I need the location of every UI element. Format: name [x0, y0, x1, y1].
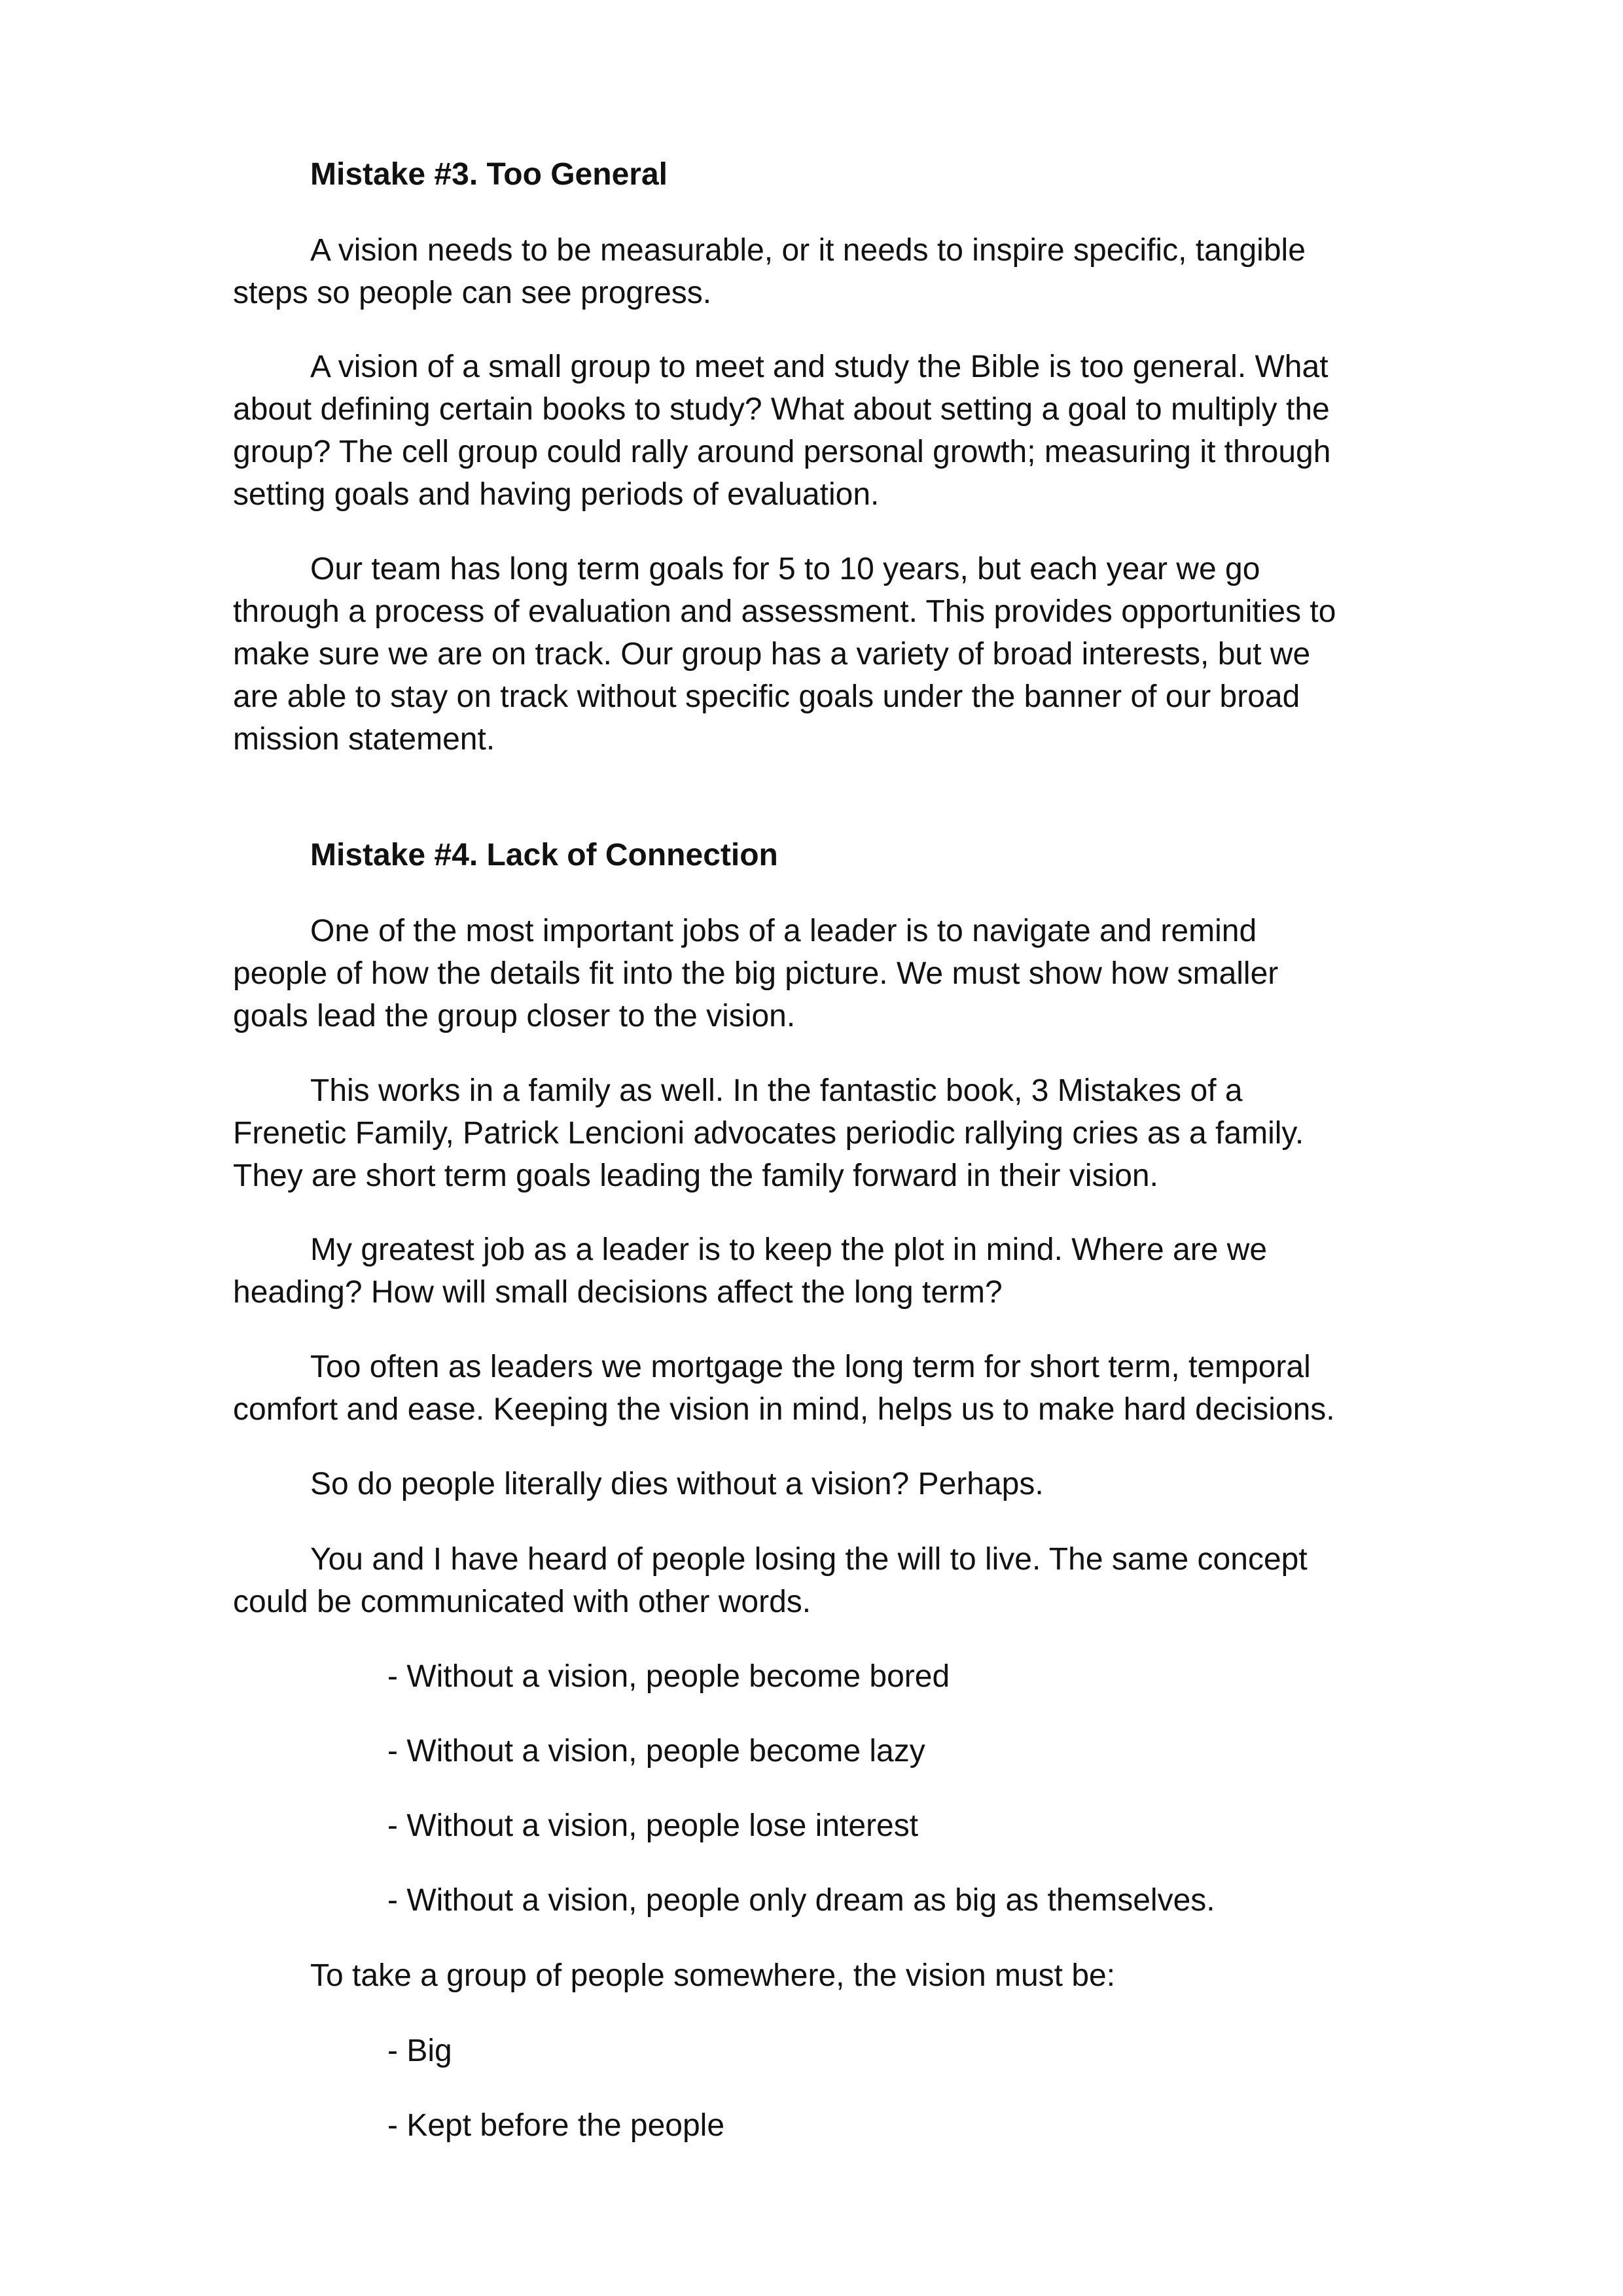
list-item: - Kept before the people — [387, 2108, 725, 2143]
paragraph-line: group? The cell group could rally around personal growth; measuring it through — [233, 435, 1331, 469]
paragraph-line: about defining certain books to study? What about setting a goal to multiply the — [233, 392, 1330, 427]
section-heading-mistake-3: Mistake #3. Too General — [310, 157, 668, 192]
paragraph-line: steps so people can see progress. — [233, 276, 712, 310]
paragraph-line: goals lead the group closer to the vision. — [233, 999, 796, 1033]
paragraph-line: could be communicated with other words. — [233, 1585, 812, 1619]
paragraph-line: One of the most important jobs of a leader is to navigate and remind — [310, 914, 1257, 948]
paragraph-line: They are short term goals leading the family forward in their vision. — [233, 1158, 1158, 1193]
paragraph-line: You and I have heard of people losing the will to live. The same concept — [310, 1542, 1308, 1577]
paragraph-line: Too often as leaders we mortgage the long term for short term, temporal — [310, 1350, 1311, 1384]
list-item: - Without a vision, people only dream as big as themselves. — [387, 1883, 1215, 1918]
paragraph-line: A vision needs to be measurable, or it needs to inspire specific, tangible — [310, 233, 1306, 268]
paragraph-line: This works in a family as well. In the fantastic book, 3 Mistakes of a — [310, 1073, 1243, 1108]
list-item: - Without a vision, people lose interest — [387, 1808, 919, 1843]
paragraph-line: make sure we are on track. Our group has a variety of broad interests, but we — [233, 637, 1311, 672]
paragraph-line: mission statement. — [233, 722, 495, 757]
paragraph-line: A vision of a small group to meet and study the Bible is too general. What — [310, 350, 1329, 384]
paragraph-line: setting goals and having periods of evaluation. — [233, 477, 880, 512]
list-item: - Without a vision, people become lazy — [387, 1734, 925, 1768]
paragraph-line: My greatest job as a leader is to keep the plot in mind. Where are we — [310, 1232, 1268, 1267]
paragraph-line: are able to stay on track without specific goals under the banner of our broad — [233, 679, 1300, 714]
list-item: - Big — [387, 2034, 452, 2068]
paragraph-line: comfort and ease. Keeping the vision in mind, helps us to make hard decisions. — [233, 1392, 1335, 1427]
paragraph-line: heading? How will small decisions affect the long term? — [233, 1275, 1003, 1310]
paragraph-line: Our team has long term goals for 5 to 10 years, but each year we go — [310, 552, 1260, 586]
paragraph-line: people of how the details fit into the big picture. We must show how smaller — [233, 956, 1279, 991]
list-item: - Without a vision, people become bored — [387, 1659, 950, 1694]
paragraph-line: So do people literally dies without a vision? Perhaps. — [310, 1467, 1044, 1501]
paragraph-line: Frenetic Family, Patrick Lencioni advocates periodic rallying cries as a family. — [233, 1116, 1304, 1151]
paragraph-line: through a process of evaluation and assessment. This provides opportunities to — [233, 594, 1336, 629]
paragraph-line: To take a group of people somewhere, the vision must be: — [310, 1958, 1116, 1993]
section-heading-mistake-4: Mistake #4. Lack of Connection — [310, 838, 778, 872]
